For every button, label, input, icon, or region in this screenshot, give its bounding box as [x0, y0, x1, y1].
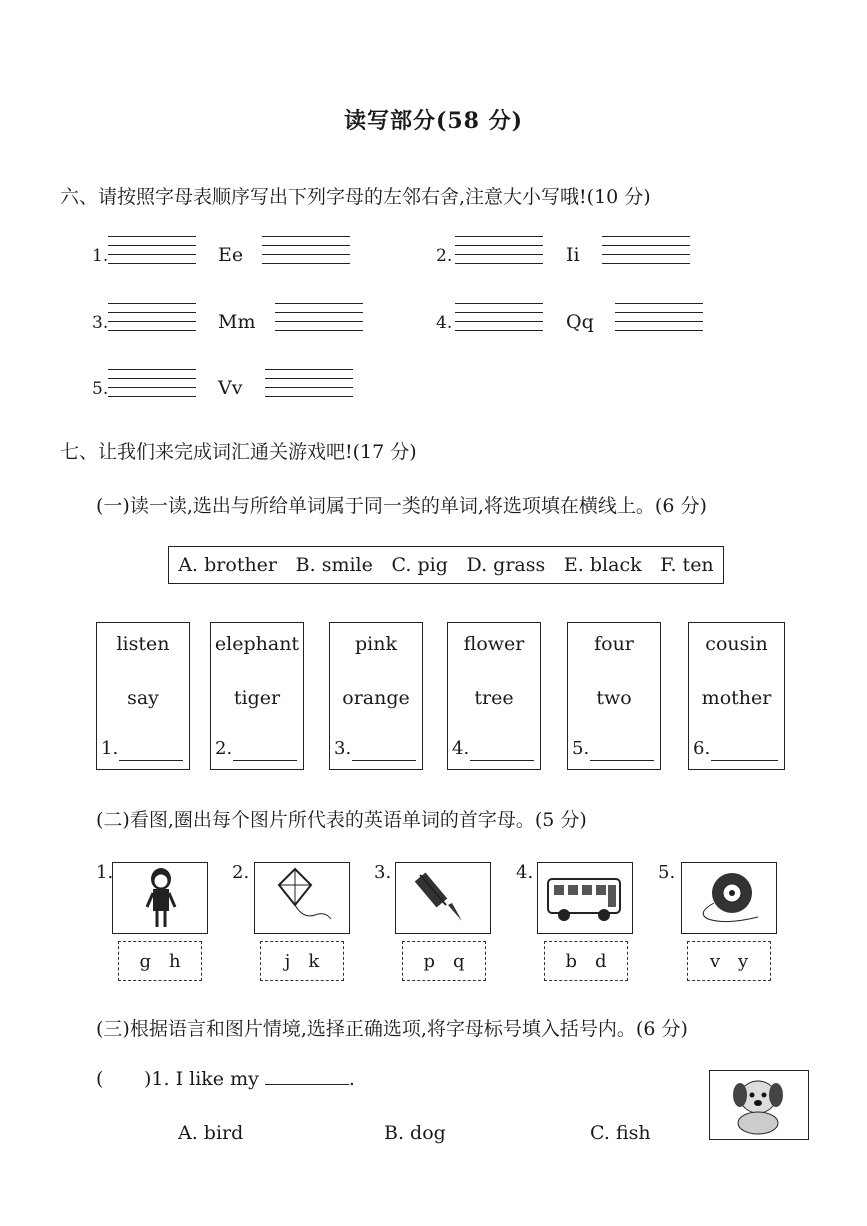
given-letter: Qq [566, 311, 594, 333]
card-word: elephant [214, 633, 300, 655]
letter-option[interactable]: k [308, 950, 320, 972]
writing-lines-right[interactable] [615, 303, 703, 331]
letter-choice-box[interactable] [544, 941, 628, 981]
item-number: 4. [436, 313, 453, 333]
section-6-heading: 六、请按照字母表顺序写出下列字母的左邻右舍,注意大小写哦!(10 分) [60, 186, 651, 208]
letter-choice-box[interactable] [118, 941, 202, 981]
item-number: 1. [96, 862, 114, 883]
card-word: cousin [705, 633, 768, 655]
card-word: flower [463, 633, 525, 655]
letter-option[interactable]: v [709, 950, 720, 972]
card-number: 6. [693, 738, 711, 759]
card-word: tree [474, 687, 514, 709]
pen-icon [395, 862, 491, 934]
answer-blank[interactable] [265, 1070, 349, 1085]
answer-blank[interactable] [711, 760, 778, 761]
word-card [329, 622, 423, 770]
card-word: listen [116, 633, 170, 655]
choice-a: A. bird [178, 1122, 244, 1144]
question-end: . [348, 1068, 355, 1090]
card-number: 3. [334, 738, 352, 759]
section-7-heading: 七、让我们来完成词汇通关游戏吧!(17 分) [60, 441, 417, 463]
option: D. grass [466, 554, 546, 576]
writing-lines-right[interactable] [275, 303, 363, 331]
card-word: two [596, 687, 632, 709]
part-3-heading: (三)根据语言和图片情境,选择正确选项,将字母标号填入括号内。(6 分) [96, 1018, 688, 1040]
item-number: 2. [232, 862, 250, 883]
word-card [96, 622, 190, 770]
girl-icon [112, 862, 208, 934]
card-word: four [594, 633, 634, 655]
letter-option[interactable]: h [168, 950, 181, 972]
card-word: say [127, 687, 159, 709]
yoyo-icon [681, 862, 777, 934]
given-letter: Vv [218, 377, 243, 399]
part-2-heading: (二)看图,圈出每个图片所代表的英语单词的首字母。(5 分) [96, 809, 587, 831]
card-number: 4. [452, 738, 470, 759]
letter-option[interactable]: g [139, 950, 151, 972]
writing-lines-right[interactable] [602, 236, 690, 264]
item-number: 5. [658, 862, 676, 883]
letter-option[interactable]: b [565, 950, 577, 972]
letter-choice-box[interactable] [687, 941, 771, 981]
letter-choice-box[interactable] [260, 941, 344, 981]
word-card [447, 622, 541, 770]
letter-option[interactable]: d [595, 950, 607, 972]
writing-lines-left[interactable] [108, 369, 196, 397]
item-number: 5. [92, 379, 109, 399]
answer-paren[interactable]: ( [96, 1068, 104, 1090]
writing-lines-left[interactable] [108, 236, 196, 264]
answer-blank[interactable] [590, 760, 654, 761]
option: C. pig [391, 554, 448, 576]
card-word: orange [342, 687, 410, 709]
card-number: 2. [215, 738, 233, 759]
item-number: 1. [92, 246, 109, 266]
options-box [168, 546, 724, 584]
part-1-heading: (一)读一读,选出与所给单词属于同一类的单词,将选项填在横线上。(6 分) [96, 495, 707, 517]
given-letter: Mm [218, 311, 256, 333]
given-letter: Ee [218, 244, 244, 266]
card-word: mother [701, 687, 772, 709]
question-1 [96, 1068, 355, 1090]
letter-choice-box[interactable] [402, 941, 486, 981]
answer-blank[interactable] [470, 760, 534, 761]
item-number: 3. [374, 862, 392, 883]
letter-option[interactable]: q [453, 950, 465, 972]
answer-blank[interactable] [233, 760, 297, 761]
paren-close: ) [144, 1068, 152, 1090]
writing-lines-right[interactable] [265, 369, 353, 397]
word-card [688, 622, 785, 770]
item-number: 3. [92, 313, 109, 333]
writing-lines-left[interactable] [455, 236, 543, 264]
letter-option[interactable]: y [738, 950, 749, 972]
answer-blank[interactable] [119, 760, 183, 761]
choice-c: C. fish [590, 1122, 651, 1144]
writing-lines-left[interactable] [108, 303, 196, 331]
question-text: 1. I like my [151, 1068, 259, 1090]
option: A. brother [178, 554, 278, 576]
card-word: tiger [233, 687, 281, 709]
item-number: 4. [516, 862, 534, 883]
answer-blank[interactable] [352, 760, 416, 761]
page-title: 读写部分(58 分) [343, 108, 524, 134]
choice-b: B. dog [384, 1122, 446, 1144]
card-word: pink [355, 633, 397, 655]
item-number: 2. [436, 246, 453, 266]
writing-lines-right[interactable] [262, 236, 350, 264]
option: B. smile [295, 554, 373, 576]
word-card [567, 622, 661, 770]
dog-icon [709, 1070, 809, 1140]
letter-option[interactable]: j [284, 950, 291, 972]
card-number: 5. [572, 738, 590, 759]
card-number: 1. [101, 738, 119, 759]
kite-icon [254, 862, 350, 934]
writing-lines-left[interactable] [455, 303, 543, 331]
option: E. black [563, 554, 642, 576]
option: F. ten [660, 554, 714, 576]
bus-icon [537, 862, 633, 934]
letter-option[interactable]: p [423, 950, 435, 972]
given-letter: Ii [566, 244, 580, 266]
word-card [210, 622, 304, 770]
